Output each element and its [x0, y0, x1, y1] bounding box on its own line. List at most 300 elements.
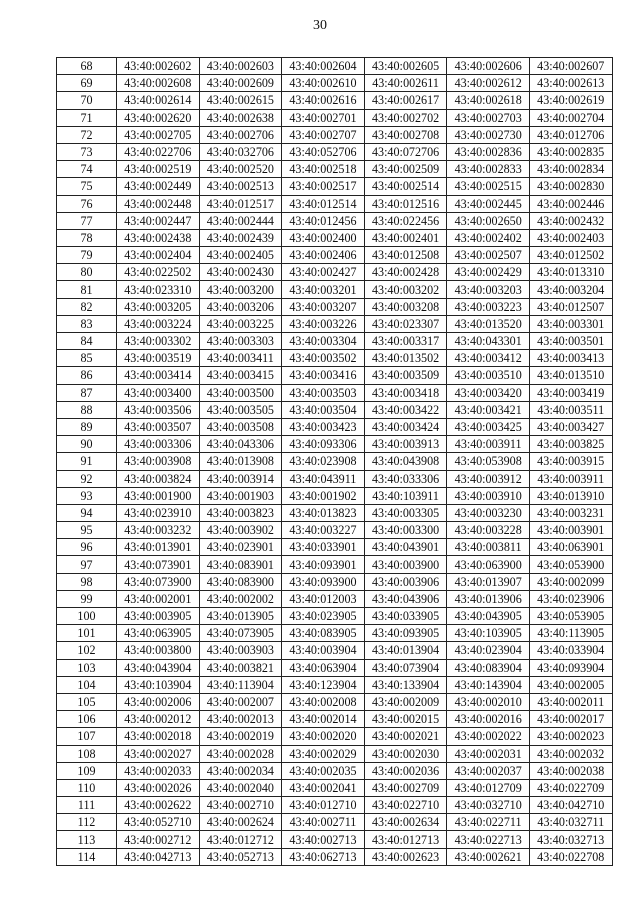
cadastral-number-cell: 43:40:042713 [117, 848, 200, 865]
cadastral-number-cell: 43:40:002707 [282, 126, 365, 143]
table-row [57, 109, 613, 126]
row-number-cell: 87 [57, 384, 117, 401]
cadastral-number-cell: 43:40:003224 [117, 315, 200, 332]
cadastral-number-cell: 43:40:003232 [117, 522, 200, 539]
row-number-cell: 69 [57, 75, 117, 92]
cadastral-number-cell: 43:40:003201 [282, 281, 365, 298]
cadastral-number-cell: 43:40:012710 [282, 797, 365, 814]
cadastral-number-cell: 43:40:002711 [282, 814, 365, 831]
cadastral-number-cell: 43:40:003511 [529, 401, 612, 418]
cadastral-number-cell: 43:40:002032 [529, 745, 612, 762]
row-number-cell: 68 [57, 58, 117, 75]
cadastral-number-cell: 43:40:003304 [282, 333, 365, 350]
cadastral-number-cell: 43:40:043906 [364, 590, 447, 607]
row-number-cell: 112 [57, 814, 117, 831]
cadastral-number-cell: 43:40:012709 [447, 779, 530, 796]
cadastral-number-cell: 43:40:002009 [364, 693, 447, 710]
cadastral-number-cell: 43:40:002507 [447, 247, 530, 264]
cadastral-number-cell: 43:40:003501 [529, 333, 612, 350]
cadastral-number-cell: 43:40:002446 [529, 195, 612, 212]
cadastral-number-cell: 43:40:103904 [117, 676, 200, 693]
cadastral-number-cell: 43:40:012003 [282, 590, 365, 607]
cadastral-number-cell: 43:40:002010 [447, 693, 530, 710]
cadastral-number-cell: 43:40:003913 [364, 436, 447, 453]
cadastral-number-cell: 43:40:073904 [364, 659, 447, 676]
cadastral-number-cell: 43:40:002709 [364, 779, 447, 796]
cadastral-number-cell: 43:40:003904 [282, 642, 365, 659]
cadastral-number-cell: 43:40:002519 [117, 161, 200, 178]
cadastral-number-cell: 43:40:003418 [364, 384, 447, 401]
cadastral-number-cell: 43:40:002614 [117, 92, 200, 109]
cadastral-number-cell: 43:40:003416 [282, 367, 365, 384]
cadastral-number-cell: 43:40:093905 [364, 625, 447, 642]
cadastral-number-cell: 43:40:022706 [117, 143, 200, 160]
cadastral-number-cell: 43:40:023901 [199, 539, 282, 556]
cadastral-number-cell: 43:40:002603 [199, 58, 282, 75]
cadastral-number-cell: 43:40:002400 [282, 229, 365, 246]
table-row [57, 779, 613, 796]
cadastral-number-cell: 43:40:043904 [117, 659, 200, 676]
cadastral-number-cell: 43:40:002702 [364, 109, 447, 126]
cadastral-number-cell: 43:40:003505 [199, 401, 282, 418]
row-number-cell: 90 [57, 436, 117, 453]
table-row [57, 418, 613, 435]
cadastral-number-cell: 43:40:023905 [282, 608, 365, 625]
cadastral-number-cell: 43:40:002036 [364, 762, 447, 779]
cadastral-number-cell: 43:40:003905 [117, 608, 200, 625]
cadastral-number-cell: 43:40:002620 [117, 109, 200, 126]
cadastral-number-cell: 43:40:003901 [529, 522, 612, 539]
cadastral-number-cell: 43:40:003228 [447, 522, 530, 539]
row-number-cell: 89 [57, 418, 117, 435]
cadastral-number-cell: 43:40:002606 [447, 58, 530, 75]
cadastral-number-cell: 43:40:002513 [199, 178, 282, 195]
row-number-cell: 100 [57, 608, 117, 625]
cadastral-number-cell: 43:40:052710 [117, 814, 200, 831]
cadastral-number-cell: 43:40:003519 [117, 350, 200, 367]
cadastral-number-cell: 43:40:002706 [199, 126, 282, 143]
cadastral-number-cell: 43:40:002710 [199, 797, 282, 814]
cadastral-number-cell: 43:40:123904 [282, 676, 365, 693]
cadastral-number-cell: 43:40:002002 [199, 590, 282, 607]
cadastral-number-cell: 43:40:002403 [529, 229, 612, 246]
cadastral-number-cell: 43:40:003207 [282, 298, 365, 315]
cadastral-number-cell: 43:40:002023 [529, 728, 612, 745]
cadastral-number-cell: 43:40:003821 [199, 659, 282, 676]
cadastral-number-cell: 43:40:003305 [364, 504, 447, 521]
cadastral-number-cell: 43:40:023310 [117, 281, 200, 298]
cadastral-number-cell: 43:40:003503 [282, 384, 365, 401]
row-number-cell: 102 [57, 642, 117, 659]
cadastral-number-cell: 43:40:093900 [282, 573, 365, 590]
cadastral-number-cell: 43:40:062713 [282, 848, 365, 865]
row-number-cell: 108 [57, 745, 117, 762]
cadastral-number-cell: 43:40:023307 [364, 315, 447, 332]
cadastral-number-cell: 43:40:002605 [364, 58, 447, 75]
row-number-cell: 103 [57, 659, 117, 676]
cadastral-number-cell: 43:40:002615 [199, 92, 282, 109]
cadastral-number-cell: 43:40:002438 [117, 229, 200, 246]
cadastral-number-cell: 43:40:002006 [117, 693, 200, 710]
row-number-cell: 96 [57, 539, 117, 556]
cadastral-number-cell: 43:40:002447 [117, 212, 200, 229]
cadastral-number-cell: 43:40:002517 [282, 178, 365, 195]
table-row [57, 350, 613, 367]
cadastral-number-cell: 43:40:013901 [117, 539, 200, 556]
cadastral-number-cell: 43:40:002520 [199, 161, 282, 178]
row-number-cell: 91 [57, 453, 117, 470]
table-row [57, 762, 613, 779]
cadastral-number-cell: 43:40:002708 [364, 126, 447, 143]
cadastral-number-cell: 43:40:143904 [447, 676, 530, 693]
row-number-cell: 76 [57, 195, 117, 212]
cadastral-number-cell: 43:40:002624 [199, 814, 282, 831]
cadastral-number-cell: 43:40:002005 [529, 676, 612, 693]
cadastral-number-cell: 43:40:002019 [199, 728, 282, 745]
cadastral-number-cell: 43:40:003411 [199, 350, 282, 367]
row-number-cell: 70 [57, 92, 117, 109]
cadastral-number-cell: 43:40:002028 [199, 745, 282, 762]
cadastral-number-cell: 43:40:002704 [529, 109, 612, 126]
cadastral-number-cell: 43:40:073900 [117, 573, 200, 590]
cadastral-number-cell: 43:40:002018 [117, 728, 200, 745]
cadastral-number-cell: 43:40:003205 [117, 298, 200, 315]
table-row [57, 453, 613, 470]
cadastral-number-cell: 43:40:002602 [117, 58, 200, 75]
cadastral-number-cell: 43:40:003230 [447, 504, 530, 521]
table-row [57, 797, 613, 814]
cadastral-number-cell: 43:40:002017 [529, 711, 612, 728]
cadastral-number-cell: 43:40:093901 [282, 556, 365, 573]
cadastral-number-cell: 43:40:002619 [529, 92, 612, 109]
row-number-cell: 75 [57, 178, 117, 195]
table-row [57, 470, 613, 487]
cadastral-number-cell: 43:40:002634 [364, 814, 447, 831]
cadastral-number-cell: 43:40:001903 [199, 487, 282, 504]
cadastral-number-cell: 43:40:012456 [282, 212, 365, 229]
cadastral-number-cell: 43:40:003900 [364, 556, 447, 573]
row-number-cell: 81 [57, 281, 117, 298]
cadastral-number-cell: 43:40:003911 [447, 436, 530, 453]
cadastral-number-cell: 43:40:002701 [282, 109, 365, 126]
table-row [57, 298, 613, 315]
cadastral-number-cell: 43:40:003415 [199, 367, 282, 384]
cadastral-number-cell: 43:40:003422 [364, 401, 447, 418]
cadastral-number-cell: 43:40:003400 [117, 384, 200, 401]
cadastral-number-cell: 43:40:003506 [117, 401, 200, 418]
table-row [57, 831, 613, 848]
cadastral-number-cell: 43:40:002623 [364, 848, 447, 865]
cadastral-number-cell: 43:40:063904 [282, 659, 365, 676]
table-row [57, 195, 613, 212]
cadastral-number-cell: 43:40:013910 [529, 487, 612, 504]
row-number-cell: 95 [57, 522, 117, 539]
cadastral-number-cell: 43:40:002404 [117, 247, 200, 264]
row-number-cell: 83 [57, 315, 117, 332]
cadastral-number-cell: 43:40:083904 [447, 659, 530, 676]
row-number-cell: 80 [57, 264, 117, 281]
cadastral-number-cell: 43:40:013905 [199, 608, 282, 625]
cadastral-number-cell: 43:40:043911 [282, 470, 365, 487]
cadastral-number-cell: 43:40:012507 [529, 298, 612, 315]
cadastral-number-cell: 43:40:002638 [199, 109, 282, 126]
cadastral-number-cell: 43:40:013520 [447, 315, 530, 332]
cadastre-table [56, 57, 613, 866]
cadastral-number-cell: 43:40:012713 [364, 831, 447, 848]
table-row [57, 229, 613, 246]
row-number-cell: 85 [57, 350, 117, 367]
cadastral-number-cell: 43:40:003302 [117, 333, 200, 350]
cadastral-number-cell: 43:40:001902 [282, 487, 365, 504]
cadastral-number-cell: 43:40:133904 [364, 676, 447, 693]
cadastral-number-cell: 43:40:002020 [282, 728, 365, 745]
cadastral-number-cell: 43:40:103905 [447, 625, 530, 642]
page-number: 30 [313, 18, 327, 33]
table-row [57, 212, 613, 229]
cadastral-number-cell: 43:40:002427 [282, 264, 365, 281]
table-row [57, 625, 613, 642]
cadastral-number-cell: 43:40:052706 [282, 143, 365, 160]
row-number-cell: 110 [57, 779, 117, 796]
cadastral-number-cell: 43:40:002014 [282, 711, 365, 728]
cadastral-number-cell: 43:40:003227 [282, 522, 365, 539]
cadastral-number-cell: 43:40:003906 [364, 573, 447, 590]
cadastral-number-cell: 43:40:002013 [199, 711, 282, 728]
cadastral-number-cell: 43:40:052713 [199, 848, 282, 865]
cadastral-number-cell: 43:40:003510 [447, 367, 530, 384]
cadastral-number-cell: 43:40:022709 [529, 779, 612, 796]
cadastral-number-cell: 43:40:002608 [117, 75, 200, 92]
cadastral-number-cell: 43:40:003508 [199, 418, 282, 435]
cadastral-number-cell: 43:40:002705 [117, 126, 200, 143]
cadastral-number-cell: 43:40:073905 [199, 625, 282, 642]
cadastral-number-cell: 43:40:013823 [282, 504, 365, 521]
table-row [57, 539, 613, 556]
cadastral-number-cell: 43:40:002432 [529, 212, 612, 229]
table-row [57, 367, 613, 384]
cadastral-number-cell: 43:40:002038 [529, 762, 612, 779]
table-row [57, 384, 613, 401]
cadastral-number-cell: 43:40:002007 [199, 693, 282, 710]
cadastral-number-cell: 43:40:002448 [117, 195, 200, 212]
cadastral-number-cell: 43:40:001900 [117, 487, 200, 504]
row-number-cell: 113 [57, 831, 117, 848]
row-number-cell: 82 [57, 298, 117, 315]
cadastral-number-cell: 43:40:002612 [447, 75, 530, 92]
cadastral-number-cell: 43:40:002515 [447, 178, 530, 195]
cadastral-number-cell: 43:40:003504 [282, 401, 365, 418]
cadastral-number-cell: 43:40:002449 [117, 178, 200, 195]
cadastral-number-cell: 43:40:012706 [529, 126, 612, 143]
cadastral-number-cell: 43:40:003423 [282, 418, 365, 435]
cadastral-number-cell: 43:40:002607 [529, 58, 612, 75]
cadastral-number-cell: 43:40:002041 [282, 779, 365, 796]
table-row [57, 333, 613, 350]
cadastral-number-cell: 43:40:023910 [117, 504, 200, 521]
cadastral-number-cell: 43:40:003824 [117, 470, 200, 487]
cadastral-number-cell: 43:40:003825 [529, 436, 612, 453]
cadastral-number-cell: 43:40:002445 [447, 195, 530, 212]
row-number-cell: 78 [57, 229, 117, 246]
cadastral-number-cell: 43:40:022708 [529, 848, 612, 865]
table-row [57, 711, 613, 728]
cadastral-number-cell: 43:40:002031 [447, 745, 530, 762]
cadastral-number-cell: 43:40:083901 [199, 556, 282, 573]
cadastral-number-cell: 43:40:003811 [447, 539, 530, 556]
cadastral-number-cell: 43:40:003413 [529, 350, 612, 367]
cadastral-number-cell: 43:40:002609 [199, 75, 282, 92]
cadastral-number-cell: 43:40:103911 [364, 487, 447, 504]
cadastral-number-cell: 43:40:002033 [117, 762, 200, 779]
cadastral-number-cell: 43:40:002830 [529, 178, 612, 195]
cadastral-number-cell: 43:40:063905 [117, 625, 200, 642]
table-row [57, 126, 613, 143]
row-number-cell: 97 [57, 556, 117, 573]
cadastral-number-cell: 43:40:003910 [447, 487, 530, 504]
cadastral-number-cell: 43:40:002029 [282, 745, 365, 762]
cadastral-number-cell: 43:40:002622 [117, 797, 200, 814]
cadastral-number-cell: 43:40:032713 [529, 831, 612, 848]
cadastral-number-cell: 43:40:063900 [447, 556, 530, 573]
cadastral-number-cell: 43:40:003823 [199, 504, 282, 521]
cadastral-number-cell: 43:40:002012 [117, 711, 200, 728]
cadastral-number-cell: 43:40:002406 [282, 247, 365, 264]
table-row [57, 264, 613, 281]
cadastral-number-cell: 43:40:002040 [199, 779, 282, 796]
table-row [57, 590, 613, 607]
table-body [57, 58, 613, 866]
table-row [57, 247, 613, 264]
row-number-cell: 74 [57, 161, 117, 178]
table-row [57, 75, 613, 92]
table-row [57, 814, 613, 831]
row-number-cell: 94 [57, 504, 117, 521]
table-row [57, 642, 613, 659]
row-number-cell: 105 [57, 693, 117, 710]
cadastral-number-cell: 43:40:002514 [364, 178, 447, 195]
cadastral-number-cell: 43:40:043908 [364, 453, 447, 470]
row-number-cell: 107 [57, 728, 117, 745]
cadastral-number-cell: 43:40:072706 [364, 143, 447, 160]
row-number-cell: 99 [57, 590, 117, 607]
table-row [57, 401, 613, 418]
table-row [57, 659, 613, 676]
table-row [57, 522, 613, 539]
cadastral-number-cell: 43:40:022502 [117, 264, 200, 281]
cadastral-number-cell: 43:40:002401 [364, 229, 447, 246]
cadastral-number-cell: 43:40:023904 [447, 642, 530, 659]
cadastral-number-cell: 43:40:002030 [364, 745, 447, 762]
cadastral-number-cell: 43:40:003902 [199, 522, 282, 539]
row-number-cell: 72 [57, 126, 117, 143]
cadastral-number-cell: 43:40:003915 [529, 453, 612, 470]
cadastral-number-cell: 43:40:013502 [364, 350, 447, 367]
cadastral-number-cell: 43:40:003912 [447, 470, 530, 487]
cadastral-number-cell: 43:40:002616 [282, 92, 365, 109]
cadastral-number-cell: 43:40:023906 [529, 590, 612, 607]
cadastral-number-cell: 43:40:003424 [364, 418, 447, 435]
cadastral-number-cell: 43:40:002611 [364, 75, 447, 92]
cadastral-number-cell: 43:40:003206 [199, 298, 282, 315]
table-row [57, 315, 613, 332]
cadastral-number-cell: 43:40:053900 [529, 556, 612, 573]
cadastral-number-cell: 43:40:002008 [282, 693, 365, 710]
cadastral-number-cell: 43:40:002015 [364, 711, 447, 728]
cadastral-number-cell: 43:40:003903 [199, 642, 282, 659]
cadastral-number-cell: 43:40:043901 [364, 539, 447, 556]
cadastral-number-cell: 43:40:002604 [282, 58, 365, 75]
cadastral-number-cell: 43:40:003502 [282, 350, 365, 367]
table-row [57, 573, 613, 590]
row-number-cell: 114 [57, 848, 117, 865]
cadastral-number-cell: 43:40:012502 [529, 247, 612, 264]
table-row [57, 436, 613, 453]
cadastral-number-cell: 43:40:002402 [447, 229, 530, 246]
table-row [57, 608, 613, 625]
row-number-cell: 71 [57, 109, 117, 126]
cadastral-number-cell: 43:40:003412 [447, 350, 530, 367]
cadastral-number-cell: 43:40:003225 [199, 315, 282, 332]
cadastral-number-cell: 43:40:003317 [364, 333, 447, 350]
cadastral-number-cell: 43:40:003200 [199, 281, 282, 298]
table-row [57, 693, 613, 710]
cadastral-number-cell: 43:40:002444 [199, 212, 282, 229]
cadastral-number-cell: 43:40:003419 [529, 384, 612, 401]
cadastral-number-cell: 43:40:113905 [529, 625, 612, 642]
cadastral-number-cell: 43:40:003300 [364, 522, 447, 539]
row-number-cell: 86 [57, 367, 117, 384]
cadastral-number-cell: 43:40:083900 [199, 573, 282, 590]
cadastral-number-cell: 43:40:033306 [364, 470, 447, 487]
cadastral-number-cell: 43:40:002034 [199, 762, 282, 779]
cadastral-number-cell: 43:40:012514 [282, 195, 365, 212]
cadastral-number-cell: 43:40:003507 [117, 418, 200, 435]
cadastral-number-cell: 43:40:003306 [117, 436, 200, 453]
cadastral-number-cell: 43:40:002430 [199, 264, 282, 281]
cadastral-number-cell: 43:40:002037 [447, 762, 530, 779]
table-row [57, 728, 613, 745]
cadastral-number-cell: 43:40:002836 [447, 143, 530, 160]
row-number-cell: 104 [57, 676, 117, 693]
row-number-cell: 93 [57, 487, 117, 504]
cadastral-number-cell: 43:40:013310 [529, 264, 612, 281]
cadastral-number-cell: 43:40:013908 [199, 453, 282, 470]
cadastral-number-cell: 43:40:012508 [364, 247, 447, 264]
row-number-cell: 88 [57, 401, 117, 418]
cadastral-number-cell: 43:40:023908 [282, 453, 365, 470]
cadastral-number-cell: 43:40:002613 [529, 75, 612, 92]
cadastral-number-cell: 43:40:002621 [447, 848, 530, 865]
cadastral-number-cell: 43:40:003509 [364, 367, 447, 384]
cadastral-number-cell: 43:40:083905 [282, 625, 365, 642]
row-number-cell: 84 [57, 333, 117, 350]
cadastral-number-cell: 43:40:003800 [117, 642, 200, 659]
cadastral-number-cell: 43:40:002835 [529, 143, 612, 160]
table-row [57, 487, 613, 504]
cadastral-number-cell: 43:40:002650 [447, 212, 530, 229]
cadastral-number-cell: 43:40:022711 [447, 814, 530, 831]
cadastral-number-cell: 43:40:003911 [529, 470, 612, 487]
cadastral-number-cell: 43:40:113904 [199, 676, 282, 693]
cadastral-number-cell: 43:40:012712 [199, 831, 282, 848]
table-row [57, 161, 613, 178]
cadastral-number-cell: 43:40:013904 [364, 642, 447, 659]
cadastral-number-cell: 43:40:003204 [529, 281, 612, 298]
cadastral-number-cell: 43:40:002713 [282, 831, 365, 848]
cadastral-number-cell: 43:40:003500 [199, 384, 282, 401]
cadastral-number-cell: 43:40:012517 [199, 195, 282, 212]
cadastral-number-cell: 43:40:032710 [447, 797, 530, 814]
